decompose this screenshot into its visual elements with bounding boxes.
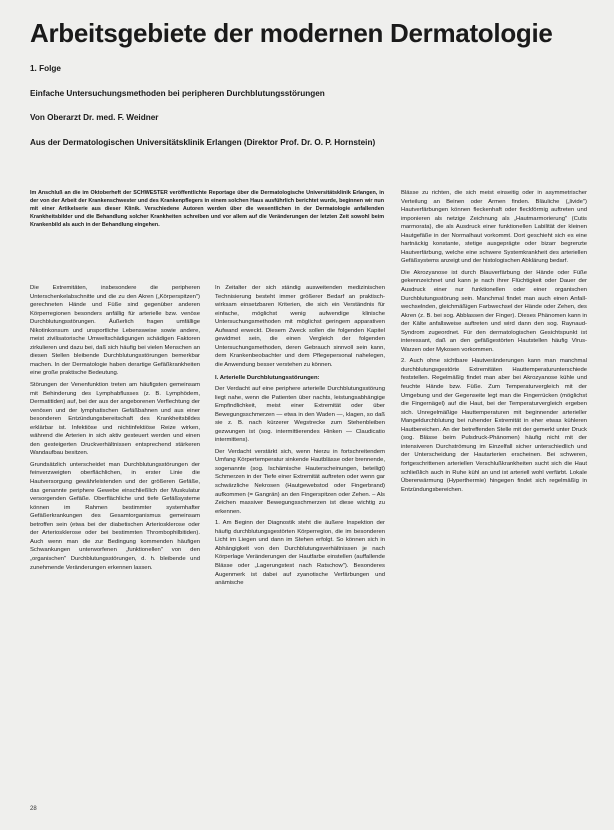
text-column-2 bbox=[215, 284, 385, 802]
page-number: 28 bbox=[30, 806, 37, 812]
affiliation-line: Aus der Dermatologischen Universitätsklinik Erlangen (Direktor Prof. Dr. O. P. Hornstein) bbox=[30, 138, 376, 147]
author-line: Von Oberarzt Dr. med. F. Weidner bbox=[30, 113, 159, 122]
col3-paragraph-3: 2. Auch ohne sichtbare Hautveränderungen kann man manchmal durchblutungsgestörte Extremitäten Hauttemperaturunterschiede feststellen. Regelmäßig findet man aber bei Akrozyanose kühle und feuchte Hände bzw. Füße. Zum Temperaturvergleich mit der Umgebung und der Gegenseite legt man die Fingerrücken (möglichst die Fingernägel) auf die Haut, bei der Temperaturvergleich ergeben sich. Unregelmäßige Hauttemperaturen mit beginnender arterieller Mangeldurchblutung bei ruhender Extremität in eher etwas kühleren Hautbereichen. An der betreffenden Stelle mit der gemerkt unter Druck (sog. Blässe beim Pulsdruck-Phänomen) häufig nicht mit der intensiveren Durchströmung im Einzelfall sicher unterschiedlich und der Unterscheidung der Hautarterien erscheinen. Bei schweren, fortgeschrittenen arteriellen Verschlußkrankheiten sucht sich die Haut schließlich auch in Ruhe kühl an und ist arteriell wohl verfärbt. Lokale Übererwärmung (Hyperthermie) hingegen findet sich regelmäßig in Entzündungsbereichen. bbox=[401, 358, 587, 493]
text-column-1 bbox=[30, 284, 200, 802]
col2-paragraph-4: 1. Am Beginn der Diagnostik steht die äußere Inspektion der häufig durchblutungsgestörten Körperregion, die im besonderen Licht im Liegen und dann im Stehen erfolgt. So können sich in Abhängigkeit von den Durchblutungsverhältnissen je nach Körperlage Veränderungen der Hautfarbe einstellen (auffallende Blässe oder „Lagerungstest nach Ratschow"). Besonderes Augenmerk ist dabei auf zyanotische Verfärbungen und anämische bbox=[215, 520, 385, 587]
col2-paragraph-2: Der Verdacht auf eine periphere arterielle Durchblutungsstörung liegt nahe, wenn die Patienten über nachts, leistungsabhängige Empfindlichkeit, meist einer Extremität oder über Bewegungsschmerzen — etwa in den Waden —, klagen, so daß sie z. B. nach kürzerer Wegstrecke zum Stehenbleiben gezwungen ist (sog. intermittierendes Hinken — Claudicatio intermittens). bbox=[215, 386, 385, 444]
col3-paragraph-2: Die Akrozyanose ist durch Blauverfärbung der Hände oder Füße gekennzeichnet und kann je nach ihrer Flüchtigkeit oder Dauer der Ausdruck einer nur funktionellen oder einer organischen Durchblutungsstörung sein. Manchmal findet man auch einen Anfall-wechselnden, gleichmäßigen Farbwechsel der Hände oder Zehen, des Akren (z. B. bei sog. Abblassen der Finger). Dieses Phänomen kann in der Kälte anfallsweise auftreten und wird dann den sog. Raynaud-Syndrom zugeordnet. Für den dermatologischen Gesichtspunkt ist interessant, daß an den gefäßgestörten Hautstellen häufig Virus-Warzen oder Mykosen vorkommen. bbox=[401, 269, 587, 353]
section-heading-arterial: I. Arterielle Durchblutungsstörungen: bbox=[215, 375, 320, 382]
col3-paragraph-1: Blässe zu richten, die sich meist einseitig oder in asymmetrischer Verteilung an Beinen oder Armen finden. Bläuliche („livide") Hautverfärbungen können fleckenhaft oder fleckförmig auftreten und imponieren als netzige Zeichnung als „Hautmarmorierung" (Cutis marmorata), die als Ausdruck einer funktionellen Labilität der kleinen Hautgefäße in der Normalhaut vorkommt. Dort geschieht sich es eine hartnäckig konstante, stetige ausgeprägte oder bizarr begrenzte Hautverfärbung, welche eine schwere Systemkrankheit des arteriellen Gefäßsystems anzeigt und der histologischen Abklärung bedarf. bbox=[401, 190, 587, 265]
col1-paragraph-2: Störungen der Venenfunktion treten am häufigsten gemeinsam mit Behinderung des Lymphabflusses (z. B. Lymphödem, Dermatitiden) auf, bei der aus der angeborenen Verflechtung der venösen und der lymphatischen Gefäßbahnen und aus einer besonderen Entzündungsbereitschaft des Krankheitsbildes erklärbar ist. Infektiöse und nichtinfektiöse Reize wirken, während die Arterien in sich aktiv gesteuert werden und einen den gesteigerten Druckverhältnissen entsprechend stärkeren Wandaufbau besitzen. bbox=[30, 382, 200, 457]
col1-paragraph-3: Grundsätzlich unterscheidet man Durchblutungsstörungen der feinverzweigten oberflächlichen, in erster Linie die Hautversorgung gewährleistenden und der größeren Gefäße, das genannte periphere Gewebe einschließlich der Muskulatur versorgenden Gefäße. Oberflächliche und tiefe Gefäßsysteme können im Rahmen bestimmter systemhafter Gefäßerkrankungen des Gesamtorganismus gemeinsam betroffen sein (etwa bei der diabetischen Arteriosklerose oder der Arteriosklerose oder bei bestimmten Thrombophilbitiden). Auch wenn man die zur Bedingung kommenden häufigen Schwankungen unterworfenen „funktionellen" von den „organischen" Durchblutungsstörungen, d. h. bleibende und zunehmende Veränderungen erkennen lassen. bbox=[30, 461, 200, 571]
col1-paragraph-1: Die Extremitäten, insbesondere die peripheren Unterschenkelabschnitte und die zu den Akren („Körperspitzen") gerechneten Hände und Füße sind gegenüber anderen Körperregionen besonders anfällig für arterielle bzw. venöse Durchblutungsstörungen. Äußerlich fragen umfällige Nikotinkonsum und unsportliche Lebensweise sowie andere, meist zivilisatorische Umweltschädigungen schädigen Faktoren zirkulieren und dazu bei, daß sich häufig bei vielen Menschen an diesen Stellen bleibende Durchblutungsstörungen bemerkbar machen. In der Dermatologie haben derartige Gefäßkrankheiten eine große praktische Bedeutung. bbox=[30, 285, 200, 377]
text-column-3 bbox=[401, 189, 587, 802]
col2-paragraph-1: In Zeitalter der sich ständig ausweitenden medizinischen Technisierung besteht immer größerer Bedarf an praktisch-wirksam einsetzbaren Kriterien, die sich ein Verständnis für einfache, möglichst wenig aufwendige klinische Untersuchungsmethoden mit möglichst geringem apparativen Aufwand erweckt. Diesem Zweck sollen die folgenden Kapitel gewidmet sein, die einen Vergleich der folgenden Untersuchungsmethoden, deren Gebrauch sinnvoll sein kann, dem Krankenbeobachter und dem Pflegepersonal nahelegen, die Anwendung besser verstehen zu können. bbox=[215, 285, 385, 368]
series-number: 1. Folge bbox=[30, 64, 61, 73]
article-title: Arbeitsgebiete der modernen Dermatologie bbox=[30, 18, 553, 48]
article-subtitle: Einfache Untersuchungsmethoden bei peripheren Durchblutungsstörungen bbox=[30, 89, 325, 98]
intro-paragraph: Im Anschluß an die im Oktoberheft der SCHWESTER veröffentlichte Reportage über die Dermatologische Universitätsklinik Erlangen, in der von der Arbeit der Krankenschwester und des Krankenpflegers in einem solchen Haus ausführlich berichtet wurde, beginnen wir nun mit einer Artikelserie aus dieser Klinik. Verschiedene Autoren werden über die wesentlichen in der Dermatologie anfallenden Krankheitsbilder und die Behandlung solcher Krankheiten schreiben und vor allem auf die Veränderungen der letzten Zeit sowohl beim Krankenbild als auch in der Behandlung eingehen. bbox=[30, 190, 384, 229]
col2-paragraph-3: Der Verdacht verstärkt sich, wenn hierzu in fortschreitendem Umfang Körpertemperatur sinkende Hautblässe oder brennende, sogenannte (sog. Ischämische Hauterscheinungen, beteiligt) Schmerzen in der Tiefe einer Extremität auftreten oder wenn gar schwärzliche Nekrosen (Hautgewebstod oder Fingerbrand) aufkommen (= Gangrän) an den Fingerspitzen oder Zehen. – Als Zeichen massiver Bewegungsschmerzen ist diese wichtig zu erkennen. bbox=[215, 448, 385, 515]
